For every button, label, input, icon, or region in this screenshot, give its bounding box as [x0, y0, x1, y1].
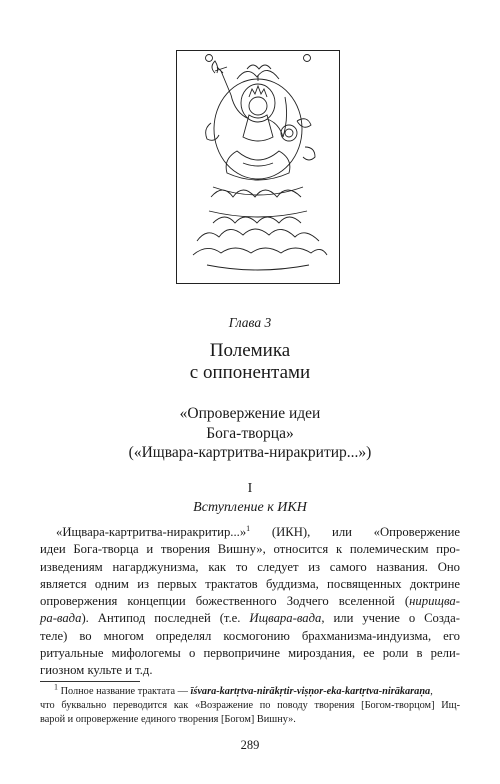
deity-illustration: [176, 50, 340, 284]
body-line: теле) во многом определял космогонию брахманизма-индуизма, его: [40, 628, 460, 643]
treatise-title-line: «Опровержение идеи: [179, 405, 321, 422]
chapter-title-line: Полемика: [209, 340, 291, 361]
treatise-title-line: («Ищвара-картритва-ниракритир...»): [128, 444, 372, 461]
footnote-line: $^1$ Полное название трактата — īśvara-kartṛtva-nirākṛtir-viṣṇor-eka-kartṛtva-nirākaraṇa,: [54, 682, 433, 697]
body-line: гиозном культе и т.д.: [40, 663, 153, 678]
body-paragraph: [40, 524, 460, 680]
body-line: идеи Бога-творца и творения Вишну», относится к полемическим про-: [40, 542, 460, 557]
footnote-line: что буквально переводится как «Возражение по поводу творения [Богом-творцом] Ищ-: [40, 700, 460, 711]
body-line: изведениям нагарджунизма, как то следует из самого названия. Оно: [40, 559, 460, 574]
footnote-sanskrit-title: īśvara-kartṛtva-nirākṛtir-viṣṇor-eka-kartṛtva-nirākaraṇa: [190, 686, 431, 697]
chapter-label: Глава 3: [228, 315, 272, 330]
deity-line-drawing: [177, 51, 339, 283]
footnote: [40, 682, 460, 727]
treatise-title: [0, 404, 500, 463]
footnote-ref[interactable]: 1: [246, 523, 251, 533]
body-line: ра-вада). Антипод последней (т.е. Ищвара-вада, или учение о Созда-: [40, 611, 460, 626]
section-number: I: [247, 481, 253, 496]
body-line: опровержения концепции божественного Зодчего вселенной (нирищва-: [40, 594, 460, 609]
body-line: является одним из первых трактатов буддизма, посвященных доктрине: [40, 576, 460, 591]
treatise-title-line: Бога-творца»: [206, 424, 294, 442]
chapter-title: [0, 340, 500, 384]
body-line: «Ищвара-картритва-ниракритир...»$^1$ (ИКН), или «Опровержение: [56, 523, 460, 539]
page-number: 289: [240, 738, 260, 752]
footnote-marker: 1: [54, 682, 58, 692]
footnote-line: варой и опровержение единого творения [Богом] Вишну».: [40, 714, 296, 725]
section-title: Вступление к ИКН: [193, 500, 307, 515]
body-line: ритуальные мифологемы о первопричине мироздания, ее роли в рели-: [40, 646, 460, 661]
chapter-title-line: с оппонентами: [189, 362, 311, 383]
